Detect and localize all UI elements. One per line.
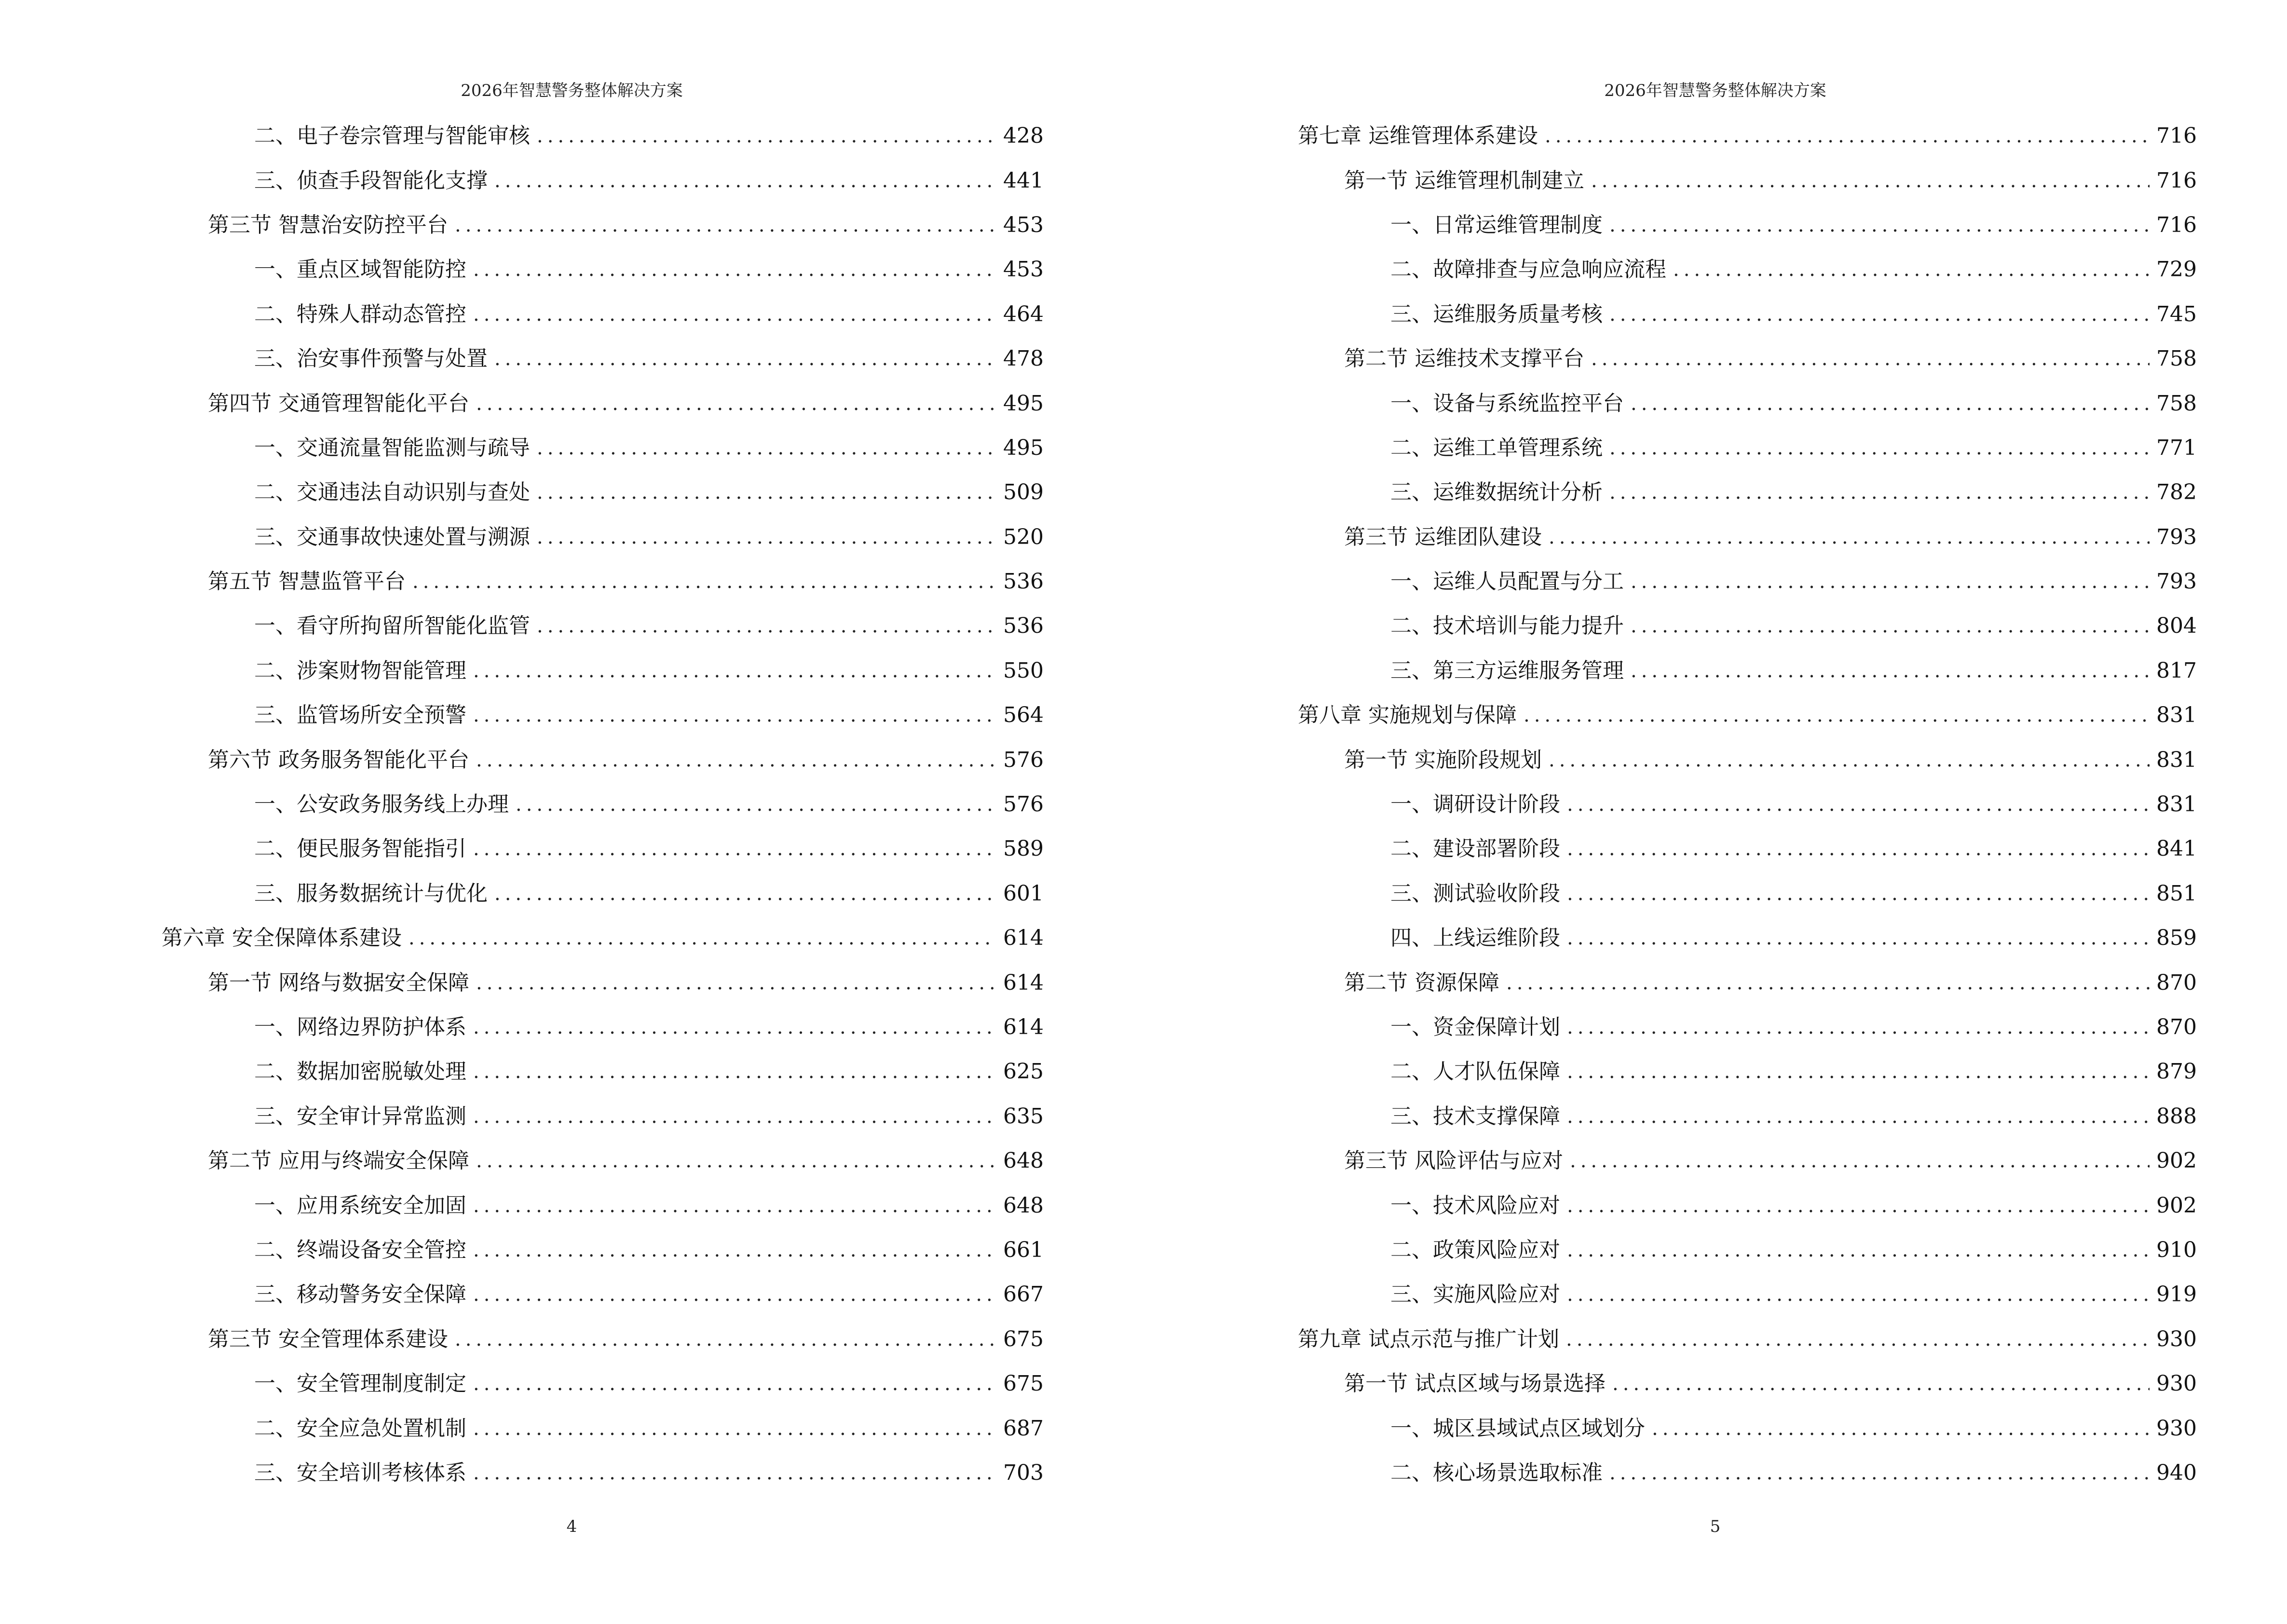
page-number: 5 <box>1710 1517 1721 1536</box>
dot-leader <box>1591 171 2150 191</box>
toc-entry-page: 428 <box>1003 123 1044 149</box>
toc-list <box>162 114 1042 1495</box>
toc-entry-page: 745 <box>2156 301 2197 327</box>
toc-entry[interactable] <box>162 1317 1042 1362</box>
dot-leader <box>473 305 996 324</box>
dot-leader <box>1506 973 2150 993</box>
dot-leader <box>473 1196 996 1215</box>
toc-entry-page: 536 <box>1003 614 1044 639</box>
toc-entry-title: 一、日常运维管理制度 <box>1390 212 1603 237</box>
toc-entry-title: 第二节 运维技术支撑平台 <box>1344 346 1584 371</box>
toc-entry-title: 一、交通流量智能监测与疏导 <box>254 435 530 460</box>
toc-entry[interactable] <box>1298 649 2195 693</box>
toc-entry[interactable] <box>162 916 1042 960</box>
toc-entry[interactable] <box>1298 737 2195 782</box>
dot-leader <box>473 1374 996 1393</box>
toc-entry-page: 716 <box>2156 212 2197 237</box>
toc-entry[interactable] <box>1298 470 2195 515</box>
toc-entry[interactable] <box>1298 426 2195 470</box>
toc-entry[interactable] <box>162 203 1042 247</box>
toc-entry-page: 817 <box>2156 658 2197 683</box>
dot-leader <box>1631 661 2150 681</box>
toc-entry-title: 四、上线运维阶段 <box>1390 926 1560 951</box>
toc-entry-page: 601 <box>1003 881 1044 906</box>
toc-entry-page: 635 <box>1003 1104 1044 1129</box>
toc-entry[interactable] <box>1298 1272 2195 1317</box>
toc-entry[interactable] <box>162 114 1042 158</box>
toc-entry-page: 453 <box>1003 212 1044 237</box>
toc-entry-title: 一、公安政务服务线上办理 <box>254 792 509 817</box>
dot-leader <box>1566 1330 2150 1349</box>
toc-entry-title: 二、核心场景选取标准 <box>1390 1460 1603 1485</box>
toc-entry-page: 940 <box>2156 1460 2197 1485</box>
toc-entry-page: 831 <box>2156 747 2197 772</box>
toc-entry-title: 二、数据加密脱敏处理 <box>254 1059 466 1084</box>
toc-entry-page: 888 <box>2156 1104 2197 1129</box>
dot-leader <box>1631 394 2150 413</box>
toc-entry-title: 一、看守所拘留所智能化监管 <box>254 614 530 639</box>
toc-entry-page: 687 <box>1003 1416 1044 1441</box>
toc-entry-page: 870 <box>2156 970 2197 995</box>
toc-entry-title: 一、应用系统安全加固 <box>254 1193 466 1218</box>
toc-entry-title: 二、交通违法自动识别与查处 <box>254 480 530 505</box>
toc-entry[interactable] <box>1298 1406 2195 1450</box>
toc-entry[interactable] <box>162 1228 1042 1272</box>
toc-entry[interactable] <box>1298 960 2195 1005</box>
dot-leader <box>473 661 996 681</box>
dot-leader <box>1609 1463 2150 1483</box>
toc-entry-title: 三、运维数据统计分析 <box>1390 480 1603 505</box>
toc-entry-page: 771 <box>2156 435 2197 460</box>
dot-leader <box>1570 1151 2150 1171</box>
dot-leader <box>1567 1107 2150 1126</box>
dot-leader <box>473 706 996 725</box>
toc-entry-page: 804 <box>2156 614 2197 639</box>
dot-leader <box>473 1463 996 1483</box>
toc-entry-page: 729 <box>2156 257 2197 282</box>
toc-entry[interactable] <box>1298 827 2195 871</box>
toc-entry-title: 一、网络边界防护体系 <box>254 1015 466 1039</box>
toc-entry-title: 二、终端设备安全管控 <box>254 1237 466 1262</box>
dot-leader <box>1631 616 2150 636</box>
dot-leader <box>1673 260 2150 279</box>
toc-entry-title: 二、便民服务智能指引 <box>254 836 466 861</box>
toc-entry[interactable] <box>1298 560 2195 604</box>
dot-leader <box>1567 1196 2150 1215</box>
toc-entry-page: 495 <box>1003 391 1044 416</box>
toc-entry[interactable] <box>1298 515 2195 560</box>
dot-leader <box>1545 126 2150 146</box>
toc-entry[interactable] <box>162 1272 1042 1317</box>
toc-entry-title: 三、第三方运维服务管理 <box>1390 658 1624 683</box>
toc-entry-page: 564 <box>1003 703 1044 728</box>
dot-leader <box>476 394 996 413</box>
toc-entry-title: 三、技术支撑保障 <box>1390 1104 1560 1129</box>
dot-leader <box>473 839 996 859</box>
toc-entry-title: 二、运维工单管理系统 <box>1390 435 1603 460</box>
dot-leader <box>537 616 996 636</box>
toc-entry[interactable] <box>1298 292 2195 337</box>
toc-entry[interactable] <box>1298 381 2195 425</box>
toc-entry[interactable] <box>162 827 1042 871</box>
toc-entry-page: 589 <box>1003 836 1044 861</box>
toc-entry-page: 625 <box>1003 1059 1044 1084</box>
toc-entry[interactable] <box>162 158 1042 203</box>
dot-leader <box>494 884 996 903</box>
toc-entry-title: 一、资金保障计划 <box>1390 1015 1560 1039</box>
toc-entry-title: 三、测试验收阶段 <box>1390 881 1560 906</box>
dot-leader <box>476 1151 996 1171</box>
toc-entry-page: 841 <box>2156 836 2197 861</box>
toc-entry-title: 一、设备与系统监控平台 <box>1390 391 1624 416</box>
toc-entry-page: 520 <box>1003 524 1044 549</box>
toc-entry-page: 648 <box>1003 1148 1044 1174</box>
toc-entry-page: 716 <box>2156 123 2197 149</box>
toc-entry-page: 758 <box>2156 391 2197 416</box>
page-number: 4 <box>566 1517 577 1536</box>
toc-entry-title: 三、移动警务安全保障 <box>254 1282 466 1307</box>
toc-entry[interactable] <box>1298 247 2195 292</box>
dot-leader <box>473 1241 996 1260</box>
toc-entry-page: 879 <box>2156 1059 2197 1084</box>
toc-entry[interactable] <box>162 1362 1042 1406</box>
dot-leader <box>537 528 996 547</box>
toc-entry-page: 910 <box>2156 1237 2197 1262</box>
toc-entry-title: 二、建设部署阶段 <box>1390 836 1560 861</box>
toc-entry[interactable] <box>162 782 1042 827</box>
toc-entry[interactable] <box>162 1139 1042 1183</box>
dot-leader <box>1631 572 2150 591</box>
toc-entry[interactable] <box>162 381 1042 425</box>
toc-entry-page: 495 <box>1003 435 1044 460</box>
toc-entry-page: 661 <box>1003 1237 1044 1262</box>
toc-entry[interactable] <box>1298 604 2195 648</box>
toc-entry[interactable] <box>1298 1094 2195 1139</box>
toc-entry-title: 一、城区县域试点区域划分 <box>1390 1416 1645 1441</box>
toc-entry[interactable] <box>1298 1139 2195 1183</box>
dot-leader <box>476 973 996 993</box>
dot-leader <box>537 483 996 502</box>
toc-entry-page: 930 <box>2156 1371 2197 1396</box>
dot-leader <box>1609 483 2150 502</box>
dot-leader <box>473 260 996 279</box>
toc-entry-title: 一、调研设计阶段 <box>1390 792 1560 817</box>
toc-entry-page: 930 <box>2156 1326 2197 1351</box>
toc-entry[interactable] <box>1298 1362 2195 1406</box>
toc-entry-page: 930 <box>2156 1416 2197 1441</box>
toc-entry-title: 三、运维服务质量考核 <box>1390 301 1603 327</box>
toc-entry-title: 第三节 安全管理体系建设 <box>208 1326 448 1351</box>
toc-entry-page: 831 <box>2156 703 2197 728</box>
toc-entry-page: 758 <box>2156 346 2197 371</box>
toc-entry[interactable] <box>1298 203 2195 247</box>
dot-leader <box>1549 528 2150 547</box>
dot-leader <box>1567 1241 2150 1260</box>
toc-entry[interactable] <box>162 1005 1042 1050</box>
toc-entry-title: 三、治安事件预警与处置 <box>254 346 488 371</box>
toc-entry-title: 二、技术培训与能力提升 <box>1390 614 1624 639</box>
toc-entry-page: 859 <box>2156 926 2197 951</box>
toc-entry-page: 550 <box>1003 658 1044 683</box>
toc-entry-title: 二、涉案财物智能管理 <box>254 658 466 683</box>
toc-entry[interactable] <box>162 515 1042 560</box>
dot-leader <box>537 438 996 458</box>
toc-entry[interactable] <box>1298 1317 2195 1362</box>
toc-entry-page: 464 <box>1003 301 1044 327</box>
toc-entry[interactable] <box>1298 1050 2195 1094</box>
dot-leader <box>537 126 996 146</box>
toc-entry-page: 614 <box>1003 970 1044 995</box>
dot-leader <box>1652 1419 2150 1438</box>
toc-entry-page: 667 <box>1003 1282 1044 1307</box>
dot-leader <box>1591 349 2150 368</box>
toc-entry-title: 三、安全培训考核体系 <box>254 1460 466 1485</box>
toc-entry[interactable] <box>162 292 1042 337</box>
toc-entry-page: 902 <box>2156 1148 2197 1174</box>
toc-entry[interactable] <box>1298 337 2195 381</box>
toc-entry[interactable] <box>162 649 1042 693</box>
dot-leader <box>1567 1018 2150 1037</box>
toc-entry[interactable] <box>162 560 1042 604</box>
toc-entry-page: 793 <box>2156 569 2197 594</box>
dot-leader <box>473 1018 996 1037</box>
toc-entry-page: 782 <box>2156 480 2197 505</box>
toc-entry-page: 716 <box>2156 168 2197 193</box>
toc-entry-page: 453 <box>1003 257 1044 282</box>
toc-entry-title: 第九章 试点示范与推广计划 <box>1298 1326 1559 1351</box>
dot-leader <box>473 1419 996 1438</box>
toc-entry-title: 第一节 网络与数据安全保障 <box>208 970 469 995</box>
toc-entry-title: 第一节 试点区域与场景选择 <box>1344 1371 1606 1396</box>
dot-leader <box>455 216 996 235</box>
toc-entry[interactable] <box>1298 1005 2195 1050</box>
toc-entry[interactable] <box>162 604 1042 648</box>
toc-entry[interactable] <box>162 693 1042 737</box>
toc-entry[interactable] <box>1298 693 2195 737</box>
dot-leader <box>1524 706 2150 725</box>
toc-entry-title: 三、监管场所安全预警 <box>254 703 466 728</box>
toc-entry-title: 第七章 运维管理体系建设 <box>1298 123 1538 149</box>
toc-list <box>1298 114 2195 1495</box>
toc-entry[interactable] <box>1298 1183 2195 1228</box>
dot-leader <box>476 751 996 770</box>
toc-entry[interactable] <box>1298 872 2195 916</box>
running-header: 2026年智慧警务整体解决方案 <box>461 81 683 100</box>
toc-entry-page: 793 <box>2156 524 2197 549</box>
toc-entry[interactable] <box>162 426 1042 470</box>
toc-entry-title: 一、重点区域智能防控 <box>254 257 466 282</box>
toc-entry[interactable] <box>162 470 1042 515</box>
toc-entry[interactable] <box>1298 114 2195 158</box>
toc-entry[interactable] <box>1298 158 2195 203</box>
toc-entry-title: 二、政策风险应对 <box>1390 1237 1560 1262</box>
toc-entry-title: 一、安全管理制度制定 <box>254 1371 466 1396</box>
toc-entry-page: 648 <box>1003 1193 1044 1218</box>
toc-entry-title: 二、电子卷宗管理与智能审核 <box>254 123 530 149</box>
toc-entry-title: 第二节 应用与终端安全保障 <box>208 1148 469 1174</box>
right-page <box>1144 0 2287 1624</box>
dot-leader <box>1612 1374 2150 1393</box>
toc-entry-title: 第三节 智慧治安防控平台 <box>208 212 448 237</box>
running-header: 2026年智慧警务整体解决方案 <box>1604 81 1826 100</box>
toc-entry[interactable] <box>162 1094 1042 1139</box>
toc-entry[interactable] <box>162 960 1042 1005</box>
toc-entry[interactable] <box>162 737 1042 782</box>
toc-entry[interactable] <box>162 337 1042 381</box>
toc-entry-page: 870 <box>2156 1015 2197 1039</box>
toc-entry-title: 第一节 实施阶段规划 <box>1344 747 1542 772</box>
dot-leader <box>494 171 996 191</box>
toc-entry-title: 第六章 安全保障体系建设 <box>162 926 402 951</box>
dot-leader <box>1567 1062 2150 1081</box>
toc-entry-page: 441 <box>1003 168 1044 193</box>
toc-entry-page: 703 <box>1003 1460 1044 1485</box>
toc-entry[interactable] <box>1298 1228 2195 1272</box>
toc-entry-page: 614 <box>1003 926 1044 951</box>
toc-entry-page: 831 <box>2156 792 2197 817</box>
toc-entry-title: 二、安全应急处置机制 <box>254 1416 466 1441</box>
toc-entry-title: 第八章 实施规划与保障 <box>1298 703 1517 728</box>
toc-entry-title: 第六节 政务服务智能化平台 <box>208 747 469 772</box>
toc-entry-page: 536 <box>1003 569 1044 594</box>
toc-entry[interactable] <box>162 247 1042 292</box>
toc-entry[interactable] <box>162 1406 1042 1450</box>
toc-entry-title: 第一节 运维管理机制建立 <box>1344 168 1584 193</box>
dot-leader <box>473 1285 996 1304</box>
toc-entry-page: 851 <box>2156 881 2197 906</box>
toc-entry-page: 576 <box>1003 747 1044 772</box>
toc-entry-title: 第五节 智慧监管平台 <box>208 569 406 594</box>
toc-entry-title: 第三节 运维团队建设 <box>1344 524 1542 549</box>
toc-entry[interactable] <box>1298 916 2195 960</box>
toc-entry-title: 第二节 资源保障 <box>1344 970 1499 995</box>
toc-entry-title: 二、故障排查与应急响应流程 <box>1390 257 1666 282</box>
dot-leader <box>1567 795 2150 814</box>
toc-entry[interactable] <box>1298 782 2195 827</box>
toc-entry-title: 三、安全审计异常监测 <box>254 1104 466 1129</box>
toc-entry-title: 三、侦查手段智能化支撑 <box>254 168 488 193</box>
toc-entry-page: 509 <box>1003 480 1044 505</box>
toc-entry-title: 二、特殊人群动态管控 <box>254 301 466 327</box>
toc-entry-title: 一、运维人员配置与分工 <box>1390 569 1624 594</box>
toc-entry[interactable] <box>1298 1451 2195 1495</box>
dot-leader <box>1549 751 2150 770</box>
toc-entry-title: 一、技术风险应对 <box>1390 1193 1560 1218</box>
dot-leader <box>473 1107 996 1126</box>
dot-leader <box>1567 884 2150 903</box>
toc-entry-page: 902 <box>2156 1193 2197 1218</box>
dot-leader <box>1567 839 2150 859</box>
dot-leader <box>1609 305 2150 324</box>
toc-entry[interactable] <box>162 1050 1042 1094</box>
toc-entry-page: 576 <box>1003 792 1044 817</box>
toc-entry-page: 675 <box>1003 1326 1044 1351</box>
toc-entry-title: 第四节 交通管理智能化平台 <box>208 391 469 416</box>
toc-entry-title: 三、服务数据统计与优化 <box>254 881 488 906</box>
dot-leader <box>1567 1285 2150 1304</box>
toc-entry[interactable] <box>162 872 1042 916</box>
dot-leader <box>1567 928 2150 948</box>
toc-entry-title: 三、交通事故快速处置与溯源 <box>254 524 530 549</box>
dot-leader <box>516 795 996 814</box>
toc-entry-title: 第三节 风险评估与应对 <box>1344 1148 1563 1174</box>
dot-leader <box>408 928 996 948</box>
toc-entry-page: 919 <box>2156 1282 2197 1307</box>
toc-entry[interactable] <box>162 1183 1042 1228</box>
dot-leader <box>1609 216 2150 235</box>
toc-entry-title: 二、人才队伍保障 <box>1390 1059 1560 1084</box>
toc-entry-page: 478 <box>1003 346 1044 371</box>
toc-entry[interactable] <box>162 1451 1042 1495</box>
toc-entry-page: 614 <box>1003 1015 1044 1039</box>
dot-leader <box>412 572 996 591</box>
dot-leader <box>494 349 996 368</box>
toc-entry-page: 675 <box>1003 1371 1044 1396</box>
dot-leader <box>473 1062 996 1081</box>
dot-leader <box>455 1330 996 1349</box>
toc-entry-title: 三、实施风险应对 <box>1390 1282 1560 1307</box>
dot-leader <box>1609 438 2150 458</box>
